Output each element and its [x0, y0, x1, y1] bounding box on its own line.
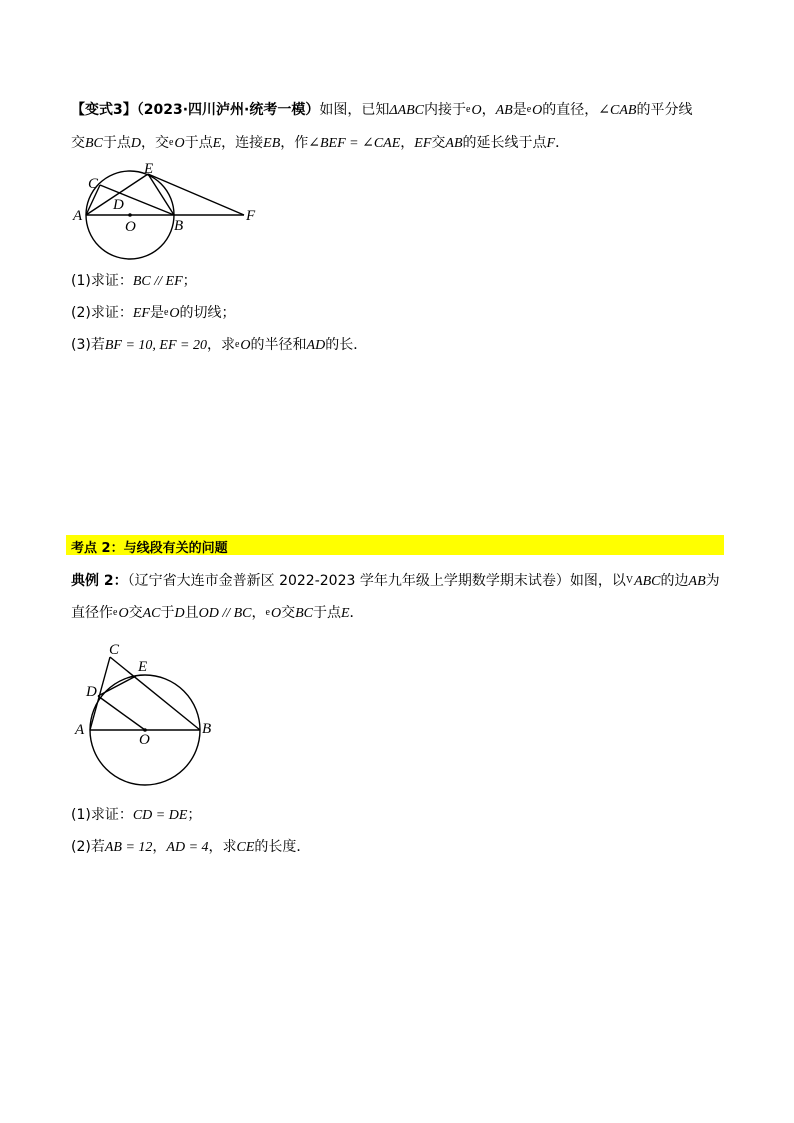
segment-ad: AD [306, 338, 326, 353]
segment-od [98, 696, 145, 730]
segment-ab: AB [688, 574, 706, 589]
figure-2-lines [90, 657, 200, 785]
section-title: 考点 2：与线段有关的问题 [71, 541, 228, 556]
text: (2)若 [71, 839, 105, 855]
label-o: O [139, 732, 150, 748]
problem2-line1 [71, 572, 720, 591]
text: 于点 [312, 605, 341, 621]
segment-bc: BC [295, 606, 313, 621]
label-d: D [86, 684, 97, 700]
circle-o: O [169, 306, 180, 321]
circle-o: O [270, 606, 282, 621]
circle-o: O [118, 606, 129, 621]
problem1-q1 [71, 272, 197, 291]
point-e: E [212, 136, 222, 151]
text: 交 [128, 605, 143, 621]
segment-bc: BC [85, 136, 103, 151]
segment-cb [100, 185, 174, 215]
figure-1-lines [86, 171, 244, 259]
text: ，连接 [221, 135, 264, 151]
problem1-q2 [71, 304, 236, 323]
segment-ef [148, 174, 244, 215]
text: 的长． [325, 337, 368, 353]
text: 的长度． [254, 839, 311, 855]
text: 如图，已知 [319, 102, 390, 118]
problem1-source: （2023·四川泸州·统考一模） [136, 102, 320, 118]
text: (2)求证： [71, 305, 133, 321]
problem2-source: （辽宁省大连市金普新区 2022-2023 学年九年级上学期数学期末试卷） [127, 573, 570, 589]
text: ． [349, 605, 364, 621]
text: ，交 [141, 135, 170, 151]
label-c: C [109, 642, 120, 658]
text: 的直径， [542, 102, 599, 118]
text: (3)若 [71, 337, 105, 353]
text: 交 [431, 135, 446, 151]
point-d: D [130, 136, 142, 151]
text: ， [400, 135, 415, 151]
text: 直径作 [71, 605, 113, 621]
text: 于点 [184, 135, 213, 151]
text: 的延长线于点 [462, 135, 547, 151]
text: ； [187, 807, 202, 823]
circle-symbol: e [265, 607, 270, 618]
segment-eb: EB [263, 136, 281, 151]
text: 交 [71, 135, 85, 151]
point-e: E [340, 606, 350, 621]
segment-ef: EF [414, 136, 432, 151]
circle-symbol: e [169, 137, 174, 148]
circle-symbol: e [234, 339, 240, 350]
figure-2 [70, 640, 230, 800]
label-b: B [174, 218, 184, 234]
text: ，求 [208, 839, 237, 855]
circle-o: O [471, 103, 482, 118]
text: ，求 [206, 337, 235, 353]
text: ， [481, 102, 496, 118]
text: 的半径和 [250, 337, 307, 353]
label-c: C [88, 176, 99, 192]
math: AD = 4 [166, 840, 209, 855]
math: BC // EF [132, 274, 183, 289]
text: ， [251, 605, 266, 621]
figure-1 [68, 160, 268, 260]
point-d: D [174, 606, 185, 621]
problem1-line2 [71, 134, 569, 153]
math: EF [132, 306, 150, 321]
math: AB = 12 [104, 840, 153, 855]
text: ，作 [280, 135, 309, 151]
problem2-q1 [71, 806, 201, 825]
text: ， [152, 839, 167, 855]
label-b: B [202, 721, 212, 737]
angle-cab: ∠CAB [598, 103, 637, 118]
label-f: F [246, 208, 256, 224]
text: (1)求证： [71, 807, 133, 823]
circle-symbol: e [526, 104, 532, 115]
label-a: A [75, 722, 85, 738]
label-d: D [113, 197, 124, 213]
problem2-q2 [71, 838, 310, 857]
text: 是 [149, 305, 164, 321]
text: 为 [705, 573, 720, 589]
circle-symbol: e [163, 307, 169, 318]
problem2-line2 [71, 604, 364, 623]
text: 于点 [102, 135, 131, 151]
math: CD = DE [132, 808, 188, 823]
text: 如图，以 [569, 573, 626, 589]
segment-ac: AC [142, 606, 161, 621]
segment-ce: CE [236, 840, 255, 855]
label-o: O [125, 219, 136, 235]
triangle-abc: ABC [634, 574, 661, 589]
math: BF = 10, EF = 20 [104, 338, 207, 353]
circle-o: O [240, 338, 251, 353]
od-parallel-bc: OD // BC [198, 606, 252, 621]
triangle-abc: ΔABC [389, 103, 425, 118]
circle-o: O [532, 103, 543, 118]
problem1-tag: 【变式3】 [71, 102, 137, 118]
problem1-line1 [71, 101, 692, 120]
label-e: E [138, 659, 148, 675]
segment-ab: AB [445, 136, 463, 151]
segment-ab: AB [495, 103, 513, 118]
label-a: A [73, 208, 83, 224]
problem2-tag: 典例 2： [71, 573, 128, 589]
circle-o: O [174, 136, 185, 151]
text: ． [555, 135, 570, 151]
circle-symbol: e [466, 104, 471, 115]
angle-equation: ∠BEF = ∠CAE [308, 136, 401, 151]
text: 内接于 [424, 102, 467, 118]
text: 且 [184, 605, 199, 621]
text: 是 [512, 102, 527, 118]
text: ； [182, 273, 197, 289]
point-f: F [546, 136, 556, 151]
text: 的平分线 [636, 102, 693, 118]
label-e: E [144, 161, 154, 177]
text: 交 [281, 605, 296, 621]
text: (1)求证： [71, 273, 133, 289]
circle-symbol: e [113, 607, 118, 618]
triangle-symbol: V [625, 575, 634, 586]
text: 的切线； [179, 305, 236, 321]
text: 于 [160, 605, 175, 621]
text: 的边 [660, 573, 689, 589]
center-dot [128, 213, 132, 217]
problem1-q3 [71, 336, 367, 355]
